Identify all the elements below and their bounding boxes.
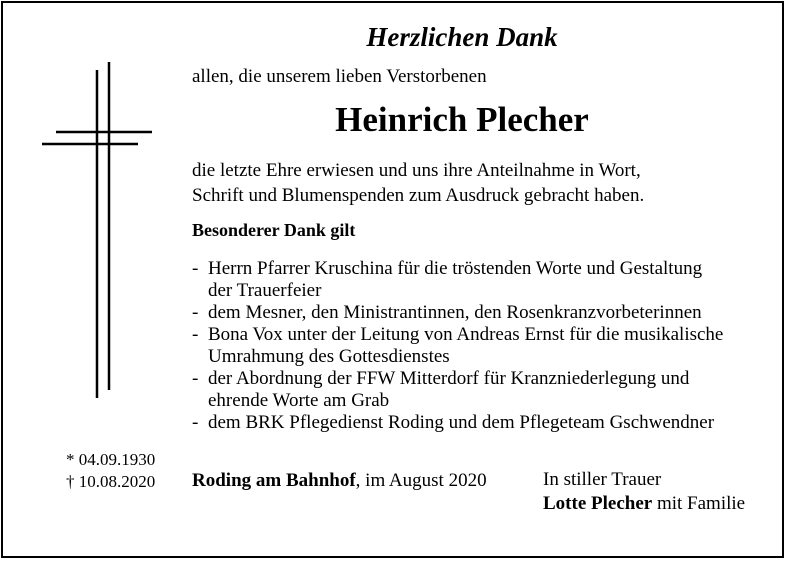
death-date: † 10.08.2020 <box>66 472 156 491</box>
list-item <box>192 258 762 302</box>
signer-name: Lotte Plecher <box>543 493 653 514</box>
signer-rest: mit Familie <box>652 493 746 514</box>
deceased-name: Heinrich Plecher <box>335 100 589 139</box>
signer-line <box>543 492 745 516</box>
list-item-line: ehrende Worte am Grab <box>208 390 390 411</box>
list-item <box>192 324 762 368</box>
list-dash: - <box>192 368 199 389</box>
place-date <box>192 470 487 492</box>
intro-text: allen, die unserem lieben Verstorbenen <box>192 66 487 87</box>
place-date-rest: , im August 2020 <box>355 470 487 491</box>
mourning-line: In stiller Trauer <box>543 469 662 490</box>
thanks-list <box>192 258 762 434</box>
thanks-line: Schrift und Blumenspenden zum Ausdruck gebracht haben. <box>192 185 645 206</box>
list-item-line: dem Mesner, den Ministrantinnen, den Rosenkranzvorbeterinnen <box>208 302 702 323</box>
place-name: Roding am Bahnhof <box>192 470 356 491</box>
life-dates <box>66 449 155 493</box>
list-item-line: der Trauerfeier <box>208 280 322 301</box>
heading: Herzlichen Dank <box>366 22 558 52</box>
list-item <box>192 368 762 412</box>
birth-date: * 04.09.1930 <box>66 450 156 469</box>
list-item-line: Umrahmung des Gottesdienstes <box>208 346 450 367</box>
list-item <box>192 412 762 434</box>
special-thanks-heading: Besonderer Dank gilt <box>192 220 356 240</box>
list-dash: - <box>192 324 199 345</box>
thanks-paragraph <box>192 158 644 208</box>
thanks-line: die letzte Ehre erwiesen und uns ihre Anteilnahme in Wort, <box>192 160 641 181</box>
list-item-line: dem BRK Pflegedienst Roding und dem Pflegeteam Gschwendner <box>208 412 715 433</box>
list-item-line: Bona Vox unter der Leitung von Andreas Ernst für die musikalische <box>208 324 724 345</box>
list-dash: - <box>192 412 199 433</box>
list-dash: - <box>192 258 199 279</box>
list-item <box>192 302 762 324</box>
list-dash: - <box>192 302 199 323</box>
signature-block <box>543 468 745 516</box>
list-item-line: der Abordnung der FFW Mitterdorf für Kranzniederlegung und <box>208 368 690 389</box>
list-item-line: Herrn Pfarrer Kruschina für die tröstenden Worte und Gestaltung <box>208 258 703 279</box>
